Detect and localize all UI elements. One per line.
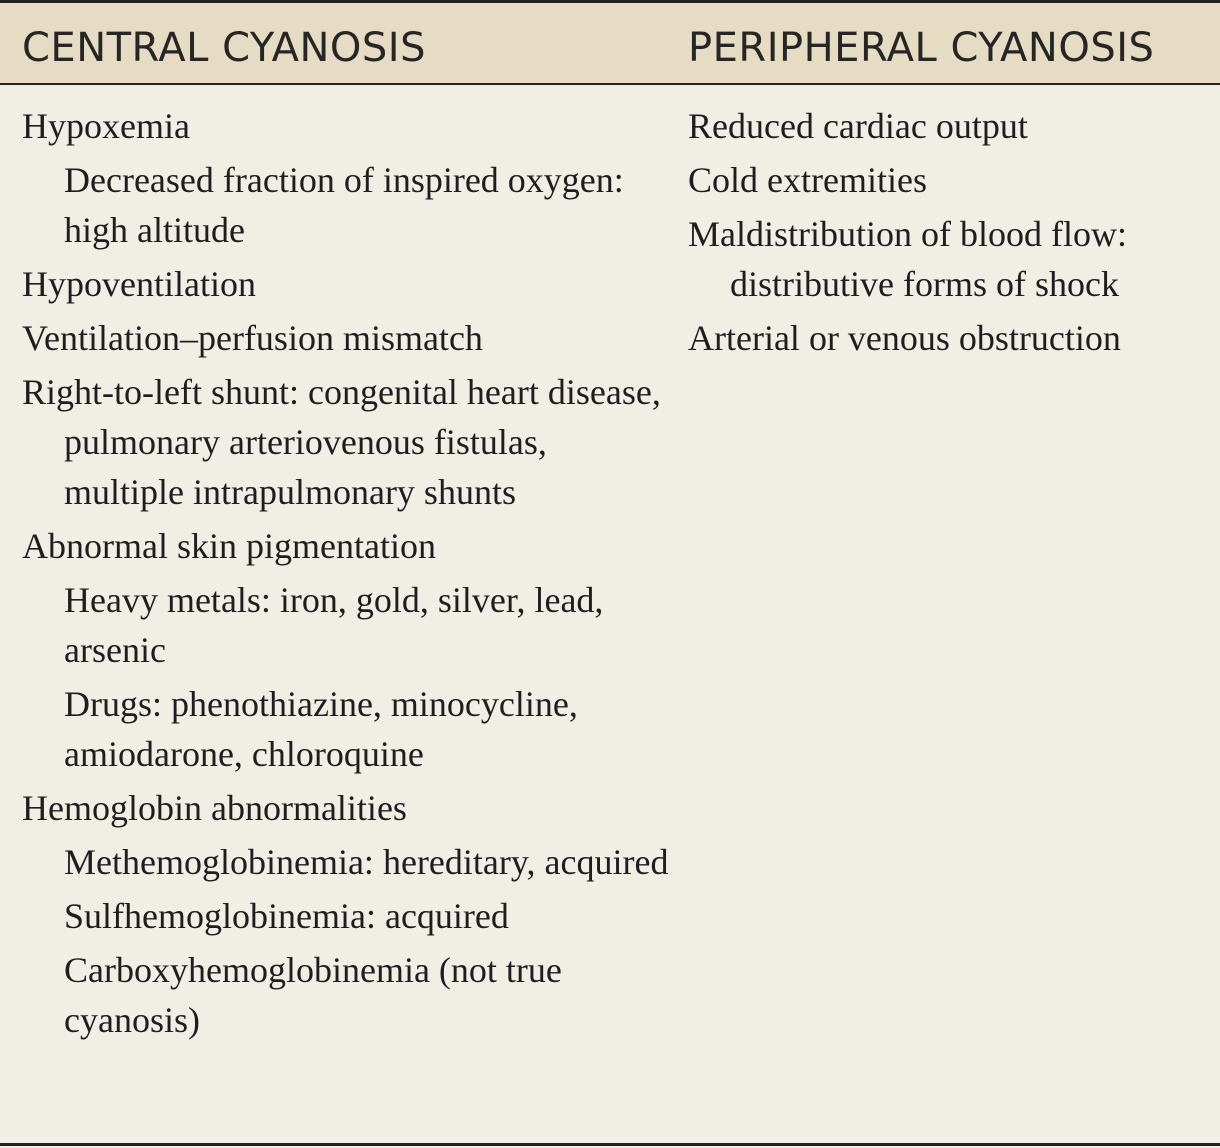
central-cyanosis-column — [22, 101, 670, 1049]
list-item: Cold extremities — [688, 160, 927, 200]
sub-list — [22, 891, 670, 941]
sub-list — [22, 945, 670, 1045]
sub-list — [22, 155, 670, 255]
header-peripheral-cyanosis: PERIPHERAL CYANOSIS — [688, 25, 1155, 71]
list-subitem: Heavy metals: iron, gold, silver, lead, arsenic — [64, 580, 604, 670]
list-item: Hemoglobin abnormalities — [22, 788, 407, 828]
list-item: Ventilation–perfusion mismatch — [22, 318, 483, 358]
list-item: Hypoventilation — [22, 264, 256, 304]
list-item: Reduced cardiac output — [688, 106, 1028, 146]
peripheral-cyanosis-column — [688, 101, 1213, 367]
sub-list — [22, 679, 670, 779]
list-subitem: Drugs: phenothiazine, minocycline, amiodarone, chloroquine — [64, 684, 578, 774]
list-subitem: Decreased fraction of inspired oxygen: high altitude — [64, 160, 624, 250]
list-subitem: Sulfhemoglobinemia: acquired — [64, 896, 509, 936]
list-item: Arterial or venous obstruction — [688, 318, 1121, 358]
header-rule — [0, 83, 1220, 85]
list-item: Maldistribution of blood flow: distributive forms of shock — [688, 214, 1127, 304]
table-header — [0, 3, 1220, 83]
sub-list — [22, 575, 670, 675]
header-central-cyanosis: CENTRAL CYANOSIS — [22, 25, 426, 71]
bottom-rule — [0, 1143, 1220, 1146]
list-subitem: Carboxyhemoglobinemia (not true cyanosis) — [64, 950, 562, 1040]
list-subitem: Methemoglobinemia: hereditary, acquired — [64, 842, 669, 882]
list-item: Right-to-left shunt: congenital heart disease, pulmonary arteriovenous fistulas, multiple intrapulmonary shunts — [22, 372, 661, 512]
sub-list — [22, 837, 670, 887]
list-item: Abnormal skin pigmentation — [22, 526, 436, 566]
list-item: Hypoxemia — [22, 106, 190, 146]
